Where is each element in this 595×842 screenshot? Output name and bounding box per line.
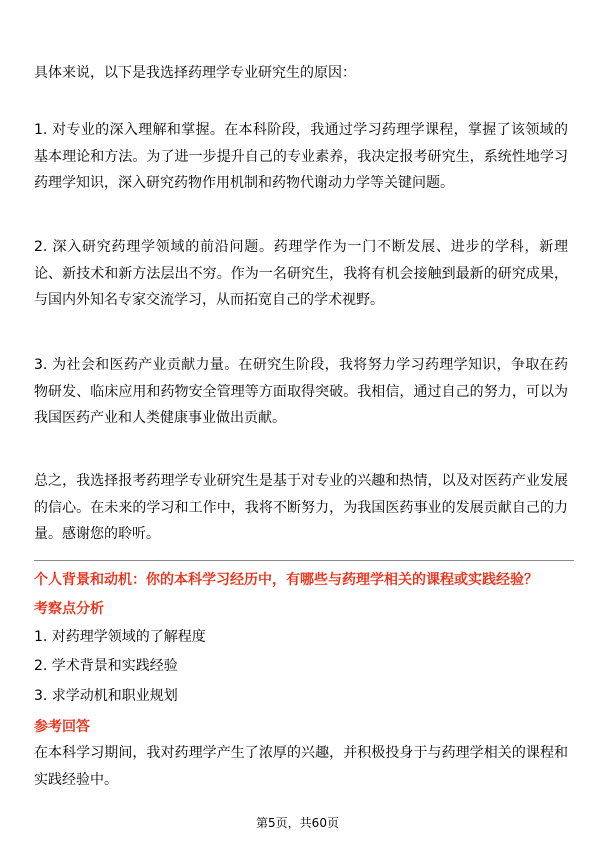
analysis-item-1: 1. 对药理学领域的了解程度 — [34, 629, 206, 645]
reason-paragraph-3: 3. 为社会和医药产业贡献力量。在研究生阶段，我将努力学习药理学知识，争取在药物研发、临床应用和药物安全管理等方面取得突破。我相信，通过自己的努力，可以为我国医药产业和人类健康事业做出贡献。 — [34, 357, 568, 426]
reason-paragraph-2: 2. 深入研究药理学领域的前沿问题。药理学作为一门不断发展、进步的学科，新理论、新技术和新方法层出不穷。作为一名研究生，我将有机会接触到最新的研究成果，与国内外知名专家交流学习，从而拓宽自己的学术视野。 — [34, 239, 568, 308]
page-number-footer: 第5页，共60页 — [256, 816, 339, 830]
answer-heading: 参考回答 — [34, 719, 90, 735]
conclusion-paragraph: 总之，我选择报考药理学专业研究生是基于对专业的兴趣和热情，以及对医药产业发展的信心。在未来的学习和工作中，我将不断努力，为我国医药事业的发展贡献自己的力量。感谢您的聆听。 — [34, 473, 568, 542]
section-divider — [34, 560, 574, 561]
analysis-heading: 考察点分析 — [34, 601, 104, 617]
analysis-item-3: 3. 求学动机和职业规划 — [34, 688, 178, 704]
reason-paragraph-1: 1. 对专业的深入理解和掌握。在本科阶段，我通过学习药理学课程，掌握了该领域的基本理论和方法。为了进一步提升自己的专业素养，我决定报考研究生，系统性地学习药理学知识，深入研究药物作用机制和药物代谢动力学等关键问题。 — [34, 122, 568, 191]
intro-text: 具体来说，以下是我选择药理学专业研究生的原因： — [34, 65, 356, 81]
question-heading: 个人背景和动机：你的本科学习经历中，有哪些与药理学相关的课程或实践经验？ — [34, 572, 538, 588]
answer-paragraph: 在本科学习期间，我对药理学产生了浓厚的兴趣，并积极投身于与药理学相关的课程和实践经验中。 — [34, 745, 568, 788]
analysis-item-2: 2. 学术背景和实践经验 — [34, 658, 178, 674]
